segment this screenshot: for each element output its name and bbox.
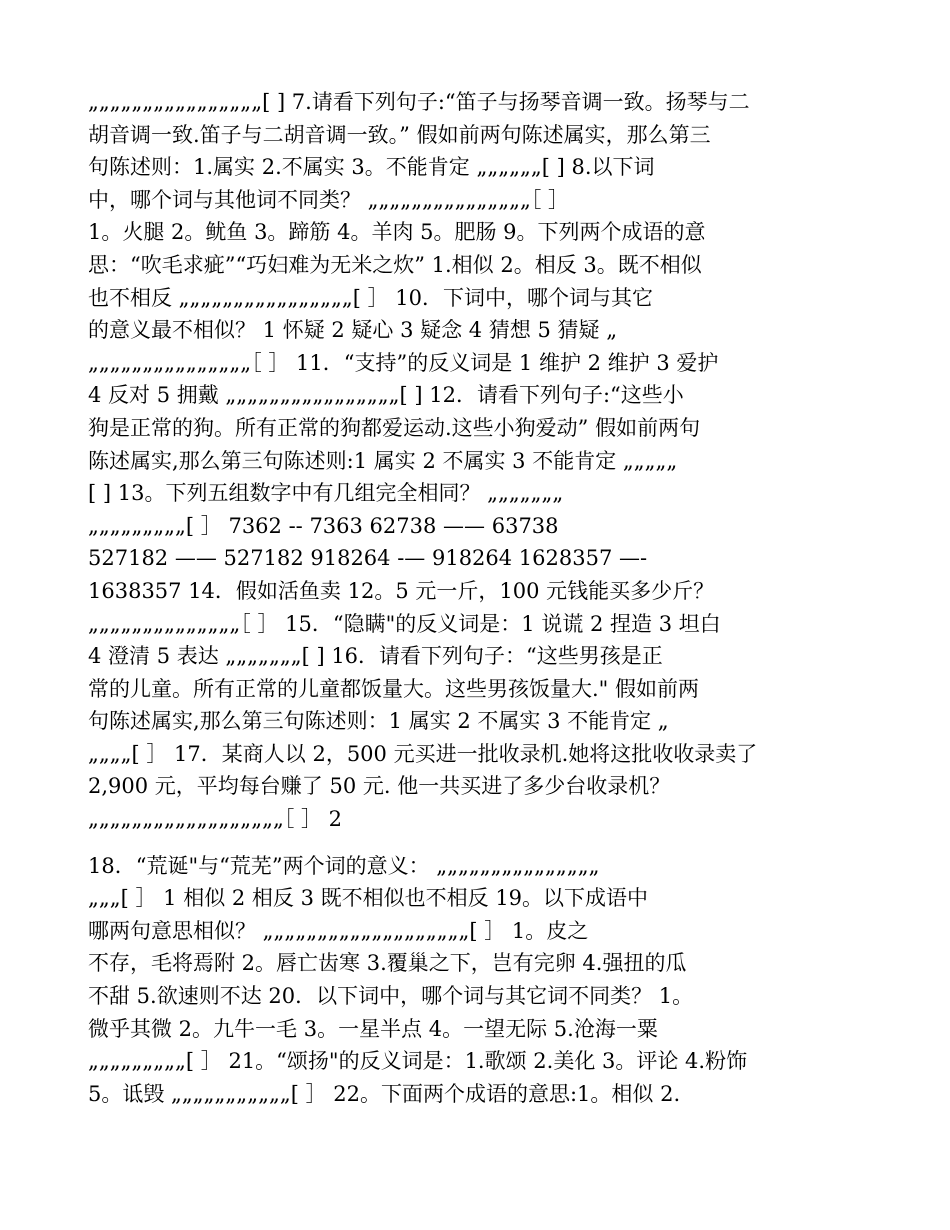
text-line: „„„„„„„„„„„„„„„„„„［ ］ 2 xyxy=(88,807,343,832)
text-line: „„„„„„„„„„„„„„„［ ］ 11．“支持”的反义词是 1 维护 2 维护 3 爱护 xyxy=(88,350,719,375)
text-line: 句陈述属实,那么第三句陈述则：1 属实 2 不属实 3 不能肯定 „ xyxy=(88,709,669,734)
text-line: 2,900 元，平均每台赚了 50 元. 他一共买进了多少台收录机？ xyxy=(88,774,671,799)
text-line: 狗是正常的狗。所有正常的狗都爱运动.这些小狗爱动” 假如前两句 xyxy=(88,415,701,440)
text-line: 陈述属实,那么第三句陈述则:1 属实 2 不属实 3 不能肯定 „„„„„ xyxy=(88,448,678,473)
text-line: 微乎其微 2。九牛一毛 3。一星半点 4。一望无际 5.沧海一粟 xyxy=(88,1016,658,1041)
text-line: „„„„„„„„„„„„„„„„[ ] 7.请看下列句子:“笛子与扬琴音调一致。扬琴与二 xyxy=(88,90,750,114)
text-line: „„„„„„„„„[ ］ 7362 -- 7363 62738 —— 63738 xyxy=(88,513,559,538)
document-page xyxy=(88,86,860,1110)
text-line: 不存，毛将焉附 2。唇亡齿寒 3.覆巢之下，岂有完卵 4.强扭的瓜 xyxy=(88,951,687,976)
text-line: 1。火腿 2。鱿鱼 3。蹄筋 4。羊肉 5。肥肠 9。下列两个成语的意 xyxy=(88,220,706,245)
text-line: 胡音调一致.笛子与二胡音调一致。” 假如前两句陈述属实，那么第三 xyxy=(88,122,711,147)
text-line: „„„„[ ］ 17．某商人以 2，500 元买进一批收录机.她将这批收收录卖了 xyxy=(88,741,758,766)
text-line: 4 澄清 5 表达 „„„„„„„[ ] 16．请看下列句子：“这些男孩是正 xyxy=(88,644,663,669)
text-line: 的意义最不相似？ 1 怀疑 2 疑心 3 疑念 4 猜想 5 猜疑 „ xyxy=(88,318,618,343)
text-line: „„„„„„„„„[ ］ 21。“颂扬"的反义词是：1.歌颂 2.美化 3。评论 4.粉饰 xyxy=(88,1049,748,1074)
text-line: 也不相反 „„„„„„„„„„„„„„„„[ ］ 10．下词中，哪个词与其它 xyxy=(88,285,654,310)
text-line: „„„„„„„„„„„„„„［ ］ 15．“隐瞒"的反义词是：1 说谎 2 捏造 3 坦白 xyxy=(88,611,721,636)
paragraph-2 xyxy=(88,850,860,1111)
text-line: 5。诋毁 „„„„„„„„„„„[ ］ 22。下面两个成语的意思:1。相似 2. xyxy=(88,1081,681,1106)
text-line: 常的儿童。所有正常的儿童都饭量大。这些男孩饭量大." 假如前两 xyxy=(88,676,700,701)
text-line: 1638357 14．假如活鱼卖 12。5 元一斤，100 元钱能买多少斤？ xyxy=(88,578,715,603)
paragraph-1 xyxy=(88,86,860,836)
text-line: 4 反对 5 拥戴 „„„„„„„„„„„„„„„„[ ] 12．请看下列句子:“这些小 xyxy=(88,383,684,408)
text-line: 思：“吹毛求疵”“巧妇难为无米之炊” 1.相似 2。相反 3。既不相似 xyxy=(88,252,702,277)
text-line: 哪两句意思相似？ „„„„„„„„„„„„„„„„„„„[ ］ 1。皮之 xyxy=(88,918,589,943)
text-line: 不甜 5.欲速则不达 20．以下词中，哪个词与其它词不同类？ 1。 xyxy=(88,984,694,1009)
text-line: [ ] 13。下列五组数字中有几组完全相同？ „„„„„„„ xyxy=(88,481,564,506)
text-line: „„„[ ］ 1 相似 2 相反 3 既不相似也不相反 19。以下成语中 xyxy=(88,886,649,911)
text-line: 句陈述则：1.属实 2.不属实 3。不能肯定 „„„„„„[ ] 8.以下词 xyxy=(88,155,655,180)
text-line: 18．“荒诞"与“荒芜”两个词的意义： „„„„„„„„„„„„„„„ xyxy=(88,853,600,878)
text-line: 527182 —— 527182 918264 -— 918264 1628357 —- xyxy=(88,546,648,571)
text-line: 中，哪个词与其他词不同类？ „„„„„„„„„„„„„„„［ ］ xyxy=(88,187,570,212)
